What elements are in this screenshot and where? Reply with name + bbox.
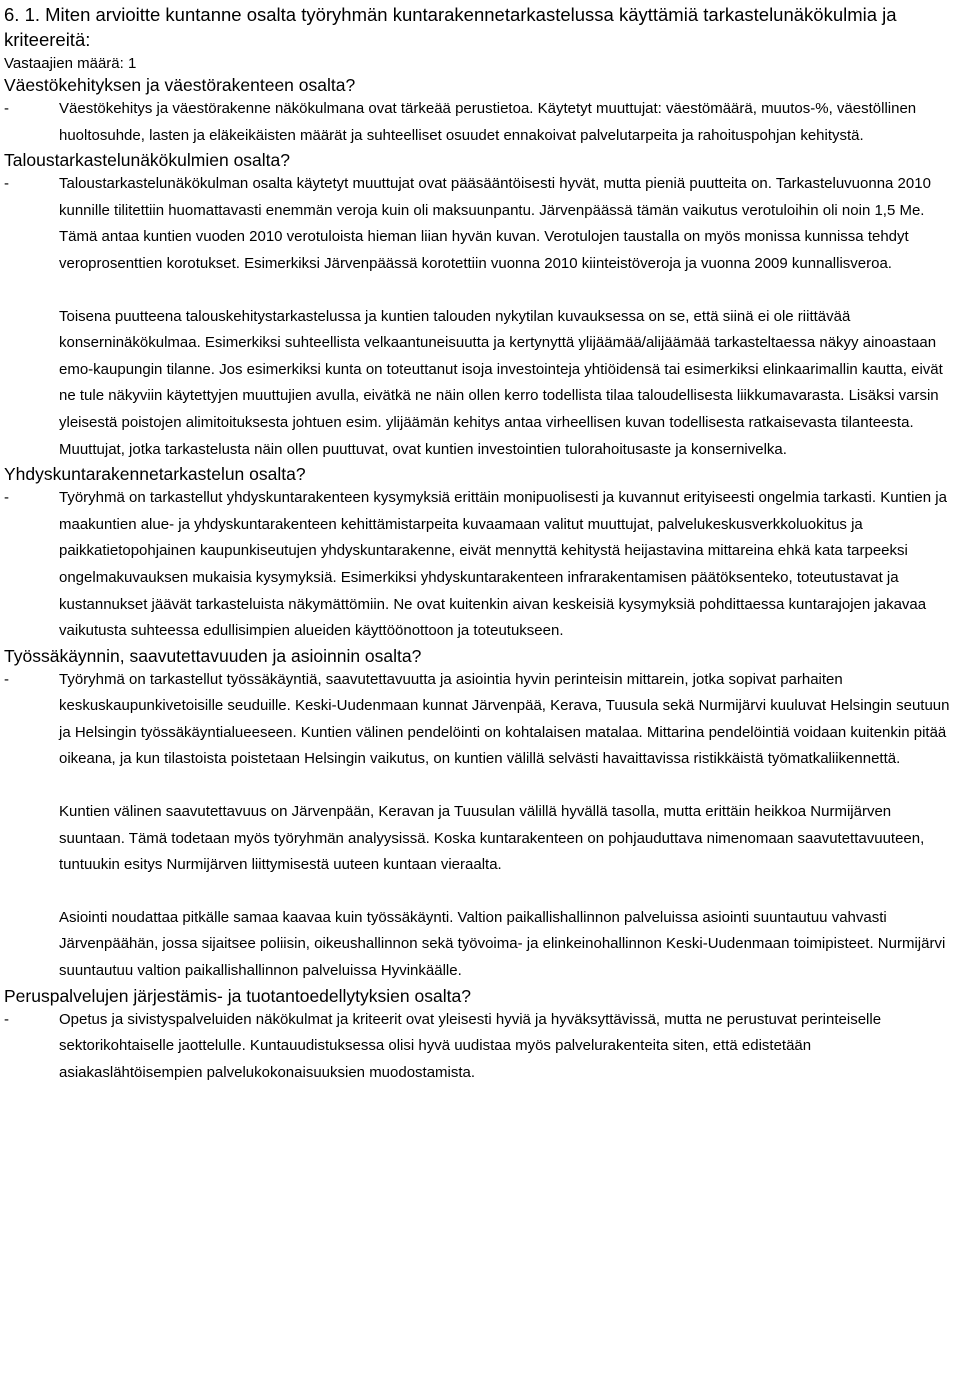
- answer-text: Työryhmä on tarkastellut työssäkäyntiä, saavutettavuutta ja asiointia hyvin perinteisin mittarein, jotka sopivat parhaiten keskuskaupunkivetoisille seuduille. Keski-Uudenmaan kunnat Järvenpää, Kerava, Tuusula sekä Nurmijärvi kuuluvat Helsingin seutuun ja Helsingin työssäkäyntialueeseen. Kuntien välinen pendelöinti on kohtalaisen matalaa. Mittarina pendelöintiä voidaan kuitenkin pitää oikeana, ja kun tilastoista poistetaan Helsingin vaikutus, on kuntien välillä selvästi havaittavissa ristikkäistä työmatkaliikennettä.: [59, 670, 950, 768]
- section-population: [4, 74, 956, 149]
- answer-text: Taloustarkastelunäkökulman osalta käytetyt muuttujat ovat pääsääntöisesti hyvät, mutta pieniä puutteita on. Tarkasteluvuonna 2010 kunnille tilitettiin huomattavasti enemmän veroja kuin oli maksuunpantu. Järvenpäässä tämän vaikutus verotuloihin oli noin 1,5 Me. Tämä antaa kuntien vuoden 2010 verotuloista hieman liian hyvän kuvan. Verotulojen taustalla on myös monissa kunnissa tehdyt veroprosenttien korotukset. Esimerkiksi Järvenpäässä korotettiin vuonna 2010 kiinteistöveroja ja vuonna 2009 kunnallisveroa.: [59, 175, 931, 272]
- paragraph-gap: [4, 773, 956, 799]
- section-heading: Väestökehityksen ja väestörakenteen osalta?: [4, 75, 356, 95]
- section-heading: Peruspalvelujen järjestämis- ja tuotantoedellytyksien osalta?: [4, 985, 471, 1006]
- section-heading: Työssäkäynnin, saavutettavuuden ja asioinnin osalta?: [4, 645, 422, 666]
- answer-paragraph: Kuntien välinen saavutettavuus on Järvenpään, Keravan ja Tuusulan välillä hyvällä tasolla, mutta erittäin heikkoa Nurmijärven suuntaan. Tämä todetaan myös työryhmän analyysissä. Koska kuntarakenteen on pohjauduttava nimenomaan saavutettavuuteen, tuntuukin esitys Nurmijärven liittymisestä uuteen kuntaan vieraalta.: [59, 803, 925, 874]
- bullet-dash: -: [4, 175, 9, 193]
- bullet-dash: -: [4, 1010, 9, 1028]
- answer-item: [4, 96, 956, 149]
- section-community-structure: [4, 463, 956, 645]
- answer-text: Opetus ja sivistyspalveluiden näkökulmat ja kriteerit ovat yleisesti hyviä ja hyväksyttävissä, mutta ne perustuvat perinteiselle sektorikohtaiselle jaottelulle. Kuntauudistuksessa olisi hyvä uudistaa myös palvelurakenteita siten, että edistetään asiakaslähtöisempien palvelukokonaisuuksien muodostamista.: [59, 1010, 882, 1081]
- answer-text: Väestökehitys ja väestörakenne näkökulmana ovat tärkeää perustietoa. Käytetyt muuttujat: väestömäärä, muutos-%, väestöllinen huoltosuhde, lasten ja eläkeikäisten määrät ja suhteelliset osuudet ennakoivat palvelutarpeita ja rahoituspohjan kehitystä.: [59, 100, 917, 144]
- bullet-dash: -: [4, 100, 9, 117]
- bullet-dash: -: [4, 489, 9, 507]
- paragraph-gap: [4, 879, 956, 905]
- section-basic-services: [4, 985, 956, 1087]
- bullet-dash: -: [4, 670, 9, 688]
- paragraph-gap: [4, 278, 956, 304]
- answer-item: [4, 667, 956, 773]
- section-heading: Yhdyskuntarakennetarkastelun osalta?: [4, 464, 306, 485]
- section-heading: Taloustarkastelunäkökulmien osalta?: [4, 150, 290, 171]
- answer-item: [4, 1007, 956, 1087]
- answer-paragraph: Toisena puutteena talouskehitystarkastelussa ja kuntien talouden nykytilan kuvauksessa on se, että siinä ei ole riittävää konserninäkökulmaa. Esimerkiksi suhteellista velkaantuneisuutta ja kertynyttä ylijäämää/alijäämää tarkasteltaessa näkyy ainoastaan emo-kaupungin tilanne. Jos esimerkiksi kunta on toteuttanut isoja investointeja yhtiöidensä tai esimerkiksi elinkaarimallin kautta, eivät ne tule näkyviin käytettyjen muuttujien avulla, eivätkä ne näin ollen kerro todellista tilaa taloudellisesta liikkumavarasta. Lisäksi varsin yleisestä poistojen alimitoituksesta johtuen esim. ylijäämän kehitys antaa virheellisen kuvan todellisesta ratkaisevasta tilanteesta. Muuttujat, jotka tarkastelusta näin ollen puuttuvat, ovat kuntien investointien tulorahoitusaste ja konsernivelka.: [59, 307, 943, 458]
- respondent-count: Vastaajien määrä: 1: [4, 55, 137, 72]
- answer-paragraph: Asiointi noudattaa pitkälle samaa kaavaa kuin työssäkäynti. Valtion paikallishallinnon palveluissa asiointi suuntautuu vahvasti Järvenpäähän, jossa sijaitsee poliisin, oikeushallinnon sekä työvoima- ja elinkeinohallinnon Keski-Uudenmaan toimipisteet. Nurmijärvi suuntautuu valtion paikallishallinnon palveluissa Hyvinkäälle.: [59, 908, 946, 980]
- answer-item: [4, 485, 956, 645]
- section-commuting: [4, 645, 956, 985]
- section-economy: [4, 149, 956, 463]
- document-page: [4, 0, 956, 1086]
- answer-item: [4, 171, 956, 277]
- answer-text: Työryhmä on tarkastellut yhdyskuntarakenteen kysymyksiä erittäin monipuolisesti ja kuvannut erityiseesti ongelmia tarkasti. Kuntien ja maakuntien alue- ja yhdyskuntarakenteen kehittämistarpeita kuvaamaan valitut muuttujat, palvelukeskusverkkoluokitus ja paikkatietopohjainen kaupunkiseutujen yhdyskuntarakenne, eivät mennyttä kehitystä heijastavina mittareina ehkä kata tarpeeksi ongelmakuvauksen mukaisia kysymyksiä. Esimerkiksi yhdyskuntarakenteen infrarakentamisen päätöksenteko, toteutustavat ja kustannukset jäävät tarkasteluista näkymättömiin. Ne ovat kuitenkin aivan keskeisiä kysymyksiä pohdittaessa kuntarajojen jakavaa vaikutusta suhteessa edullisimpien alueiden käyttöönottoon ja toteutukseen.: [59, 489, 947, 640]
- question-title: 6. 1. Miten arvioitte kuntanne osalta työryhmän kuntarakennetarkastelussa käyttämiä tarkastelunäkökulmia ja kriteereitä:: [4, 4, 897, 50]
